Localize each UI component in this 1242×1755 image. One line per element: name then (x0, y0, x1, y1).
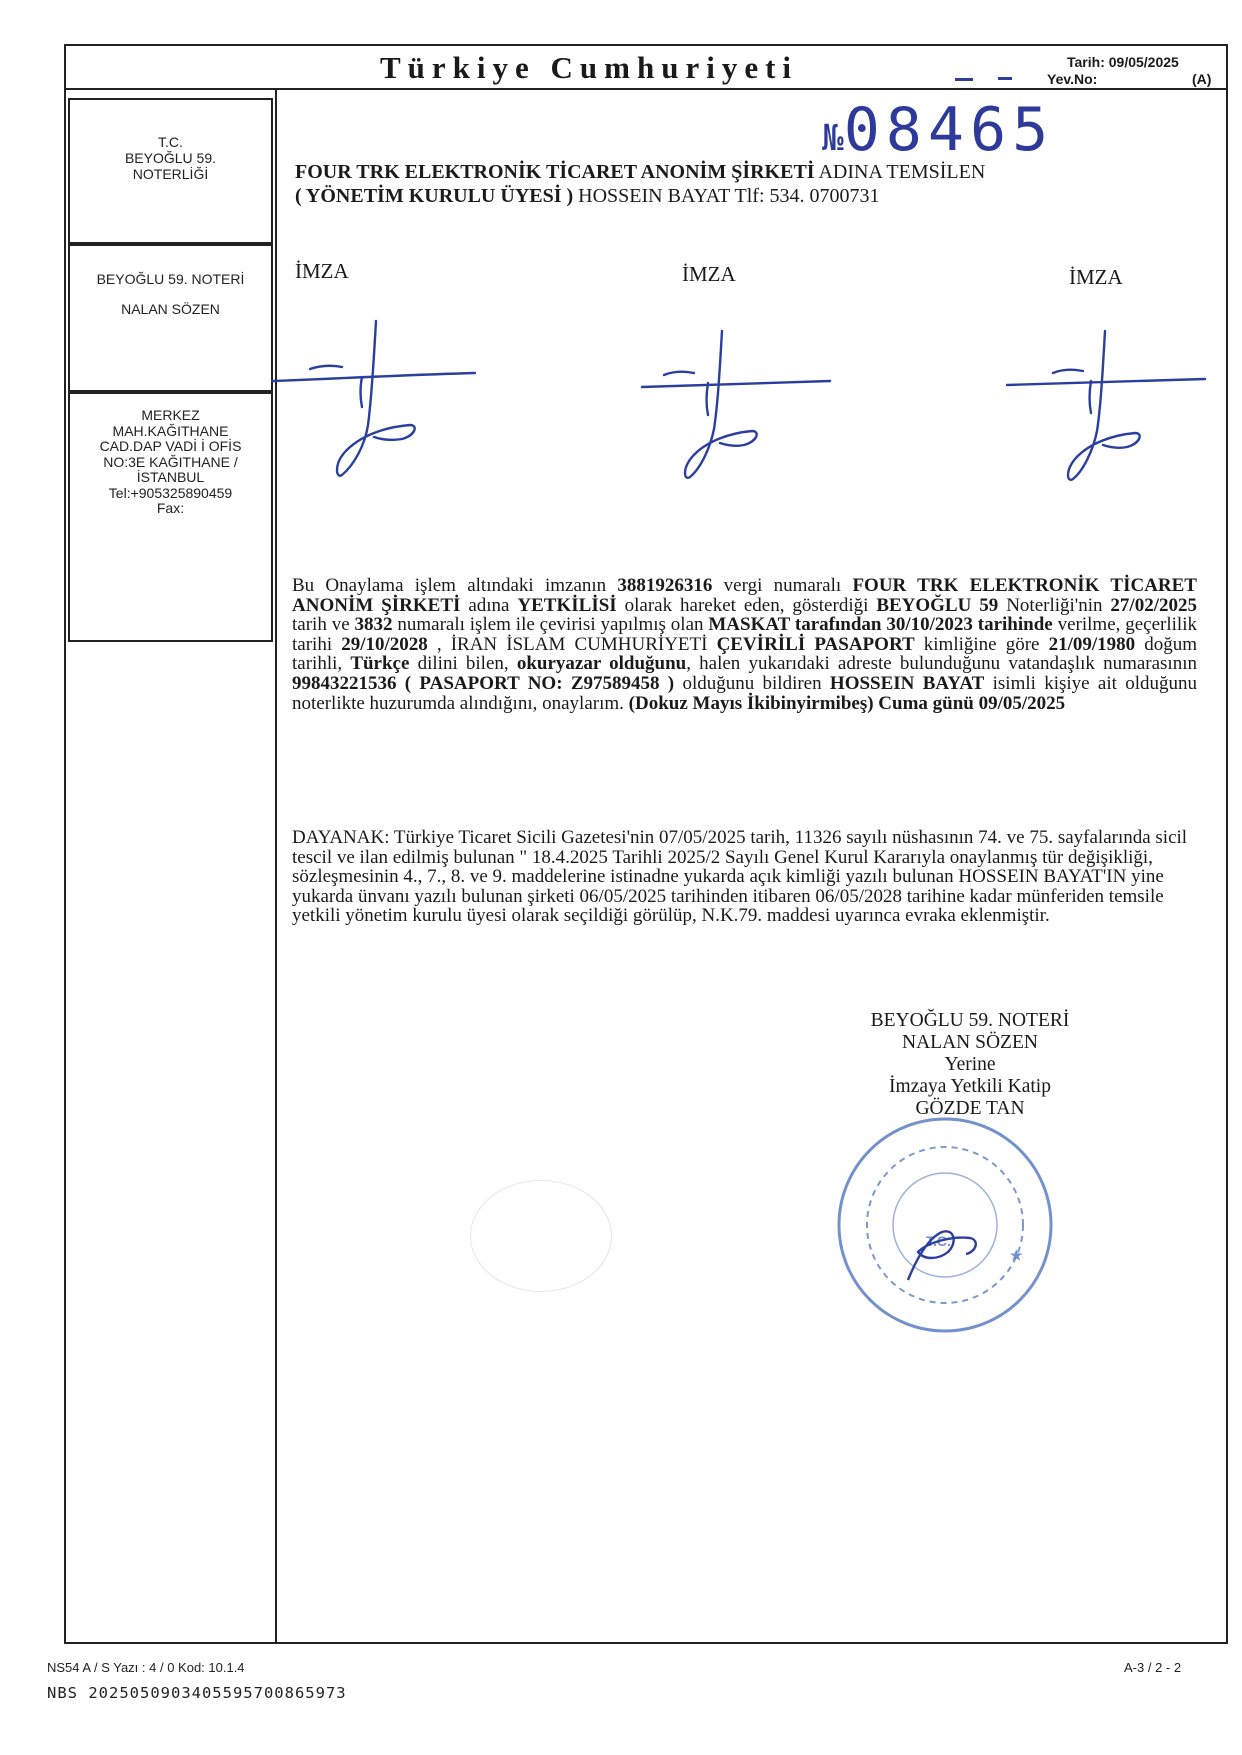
signature-label-2: İMZA (682, 262, 736, 286)
approval-text: vergi numaralı (712, 575, 853, 596)
notary-seal-stamp (830, 1110, 1060, 1340)
numero-sign: № (822, 118, 844, 159)
basis-paragraph: DAYANAK: Türkiye Ticaret Sicili Gazetesi'nin 07/05/2025 tarih, 11326 sayılı nüshasının 74. ve 75. sayfalarında sicil tescil ve ilan edilmiş bulunan " 18.4.2025 Tarihli 2025/2 Sayılı Genel Kurul Kararıyla onaylanmış tür değişikliği, sözleşmesinin 4., 7., 8. ve 9. maddelerine istinadne yukarda açık kimliği yazılı bulunan HOSSEIN BAYAT'IN yine yukarda ünvanı yazılı bulunan şirketi 06/05/2025 tarihinden itibaren 06/05/2028 tarihine kadar münferiden temsile yetkili yönetim kurulu üyesi olarak seçildiği görülüp, N.K.79. maddesi uyarınca evraka eklenmiştir. (292, 827, 1188, 927)
address-line: İSTANBUL (136, 469, 205, 485)
approval-bold-text: 99843221536 ( PASAPORT NO: Z97589458 ) (292, 672, 675, 694)
approval-text: , halen yukarıdaki adreste bulunduğunu vatandaşlık numarasının (686, 653, 1197, 675)
approval-bold-text: FOUR TRK ELEKTRONİK TİCARET ANONİM ŞİRKETİ (292, 575, 1197, 616)
approval-text: doğum tarihli, (292, 633, 1198, 675)
address-line: Tel:+905325890459 (108, 484, 233, 501)
approval-text: kimliğine göre (914, 633, 1049, 655)
approval-text: numaralı işlem ile çevirisi yapılmış olan (392, 614, 709, 636)
signature-label-3: İMZA (1069, 265, 1123, 289)
yev-value: (A) (1192, 71, 1212, 87)
approval-paragraph (292, 576, 1197, 713)
address-line: MAH.KAĞITHANE (112, 422, 229, 439)
document-title: Türkiye Cumhuriyeti (380, 50, 799, 85)
signoff-line: NALAN SÖZEN (902, 1032, 1038, 1053)
approval-bold-text: ÇEVİRİLİ PASAPORT (716, 633, 915, 655)
approval-text: verilme, geçerlilik tarihi (292, 614, 1197, 655)
signoff-line: GÖZDE TAN (915, 1098, 1025, 1119)
footer-page-code: A-3 / 2 - 2 (1124, 1660, 1182, 1675)
notary-signoff (820, 1010, 1120, 1120)
approval-text: Noterliği'nin (998, 594, 1111, 616)
approval-text: olduğunu bildiren (674, 672, 830, 694)
background-watermark (470, 1180, 612, 1292)
notary-name-line: BEYOĞLU 59. NOTERİ (96, 271, 245, 287)
approval-bold-text: 29/10/2028 (341, 633, 428, 655)
company-name: FOUR TRK ELEKTRONİK TİCARET ANONİM ŞİRKETİ (295, 161, 815, 183)
approval-bold-text: Türkçe (350, 653, 410, 675)
approval-bold-text: HOSSEIN BAYAT (829, 672, 985, 694)
approval-text: tarih ve (292, 614, 355, 636)
approval-bold-text: 3881926316 (617, 575, 713, 596)
footer-nbs-number: NBS 20250509034055957008659​73 (47, 1684, 347, 1702)
approval-bold-text: (Dokuz Mayıs İkibinyirmibeş) Cuma günü 09/05/2025 (628, 692, 1066, 714)
signoff-line: Yerine (944, 1054, 996, 1075)
address-line: NO:3E KAĞITHANE / (103, 453, 238, 470)
notary-office-box (68, 98, 273, 244)
notary-line: T.C. (158, 134, 183, 150)
approval-text: adına (460, 594, 518, 616)
approval-text: isimli kişiye ait olduğunu noterlikte huzurumda alındığını, onaylarım. (292, 672, 1197, 714)
svg-text:★: ★ (1010, 1247, 1023, 1263)
signoff-line: İmzaya Yetkili Katip (889, 1076, 1051, 1097)
signature-label-1: İMZA (295, 259, 349, 283)
notary-line: NOTERLİĞİ (132, 166, 209, 182)
notary-name-box (68, 244, 273, 392)
board-role: ( YÖNETİM KURULU ÜYESİ ) (295, 185, 574, 207)
approval-text: olarak hareket eden, gösterdiği (616, 594, 877, 616)
signature-3 (1005, 325, 1215, 490)
footer-form-code: NS54 A / S Yazı : 4 / 0 Kod: 10.1.4 (47, 1660, 245, 1675)
ink-mark (955, 78, 973, 81)
serial-number: 08465 (843, 95, 1055, 165)
yev-label: Yev.No: (1047, 71, 1098, 87)
signature-2 (640, 325, 840, 485)
approval-text: , İRAN İSLAM CUMHURİYETİ (427, 633, 717, 655)
address-line: Fax: (156, 500, 185, 516)
svg-text:T.C.: T.C. (926, 1233, 951, 1249)
approval-bold-text: 21/09/1980 (1048, 633, 1136, 655)
address-line: MERKEZ (141, 407, 200, 423)
approval-text: Bu Onaylama işlem altındaki imzanın (292, 575, 618, 596)
notary-line: BEYOĞLU 59. (124, 150, 217, 166)
approval-bold-text: YETKİLİSİ (517, 594, 617, 616)
approval-bold-text: MASKAT tarafından 30/10/2023 tarihinde (708, 614, 1053, 636)
representative-name: HOSSEIN BAYAT Tlf: 534. 0700731 (573, 185, 880, 207)
approval-bold-text: okuryazar olduğunu (516, 653, 687, 675)
approval-bold-text: 27/02/2025 (1110, 594, 1197, 616)
address-line: CAD.DAP VADİ İ OFİS (99, 438, 242, 454)
heading-rest: ADINA TEMSİLEN (814, 161, 986, 183)
company-heading (295, 160, 1195, 208)
signature-1 (270, 315, 490, 485)
approval-text: dilini bilen, (409, 653, 517, 675)
signoff-line: BEYOĞLU 59. NOTERİ (870, 1010, 1070, 1031)
address-box (68, 392, 273, 642)
date-label: Tarih: 09/05/2025 (1067, 54, 1179, 70)
notary-name-line: NALAN SÖZEN (121, 301, 220, 317)
approval-bold-text: BEYOĞLU 59 (876, 594, 999, 616)
ink-mark (998, 77, 1012, 80)
approval-bold-text: 3832 (354, 614, 393, 636)
